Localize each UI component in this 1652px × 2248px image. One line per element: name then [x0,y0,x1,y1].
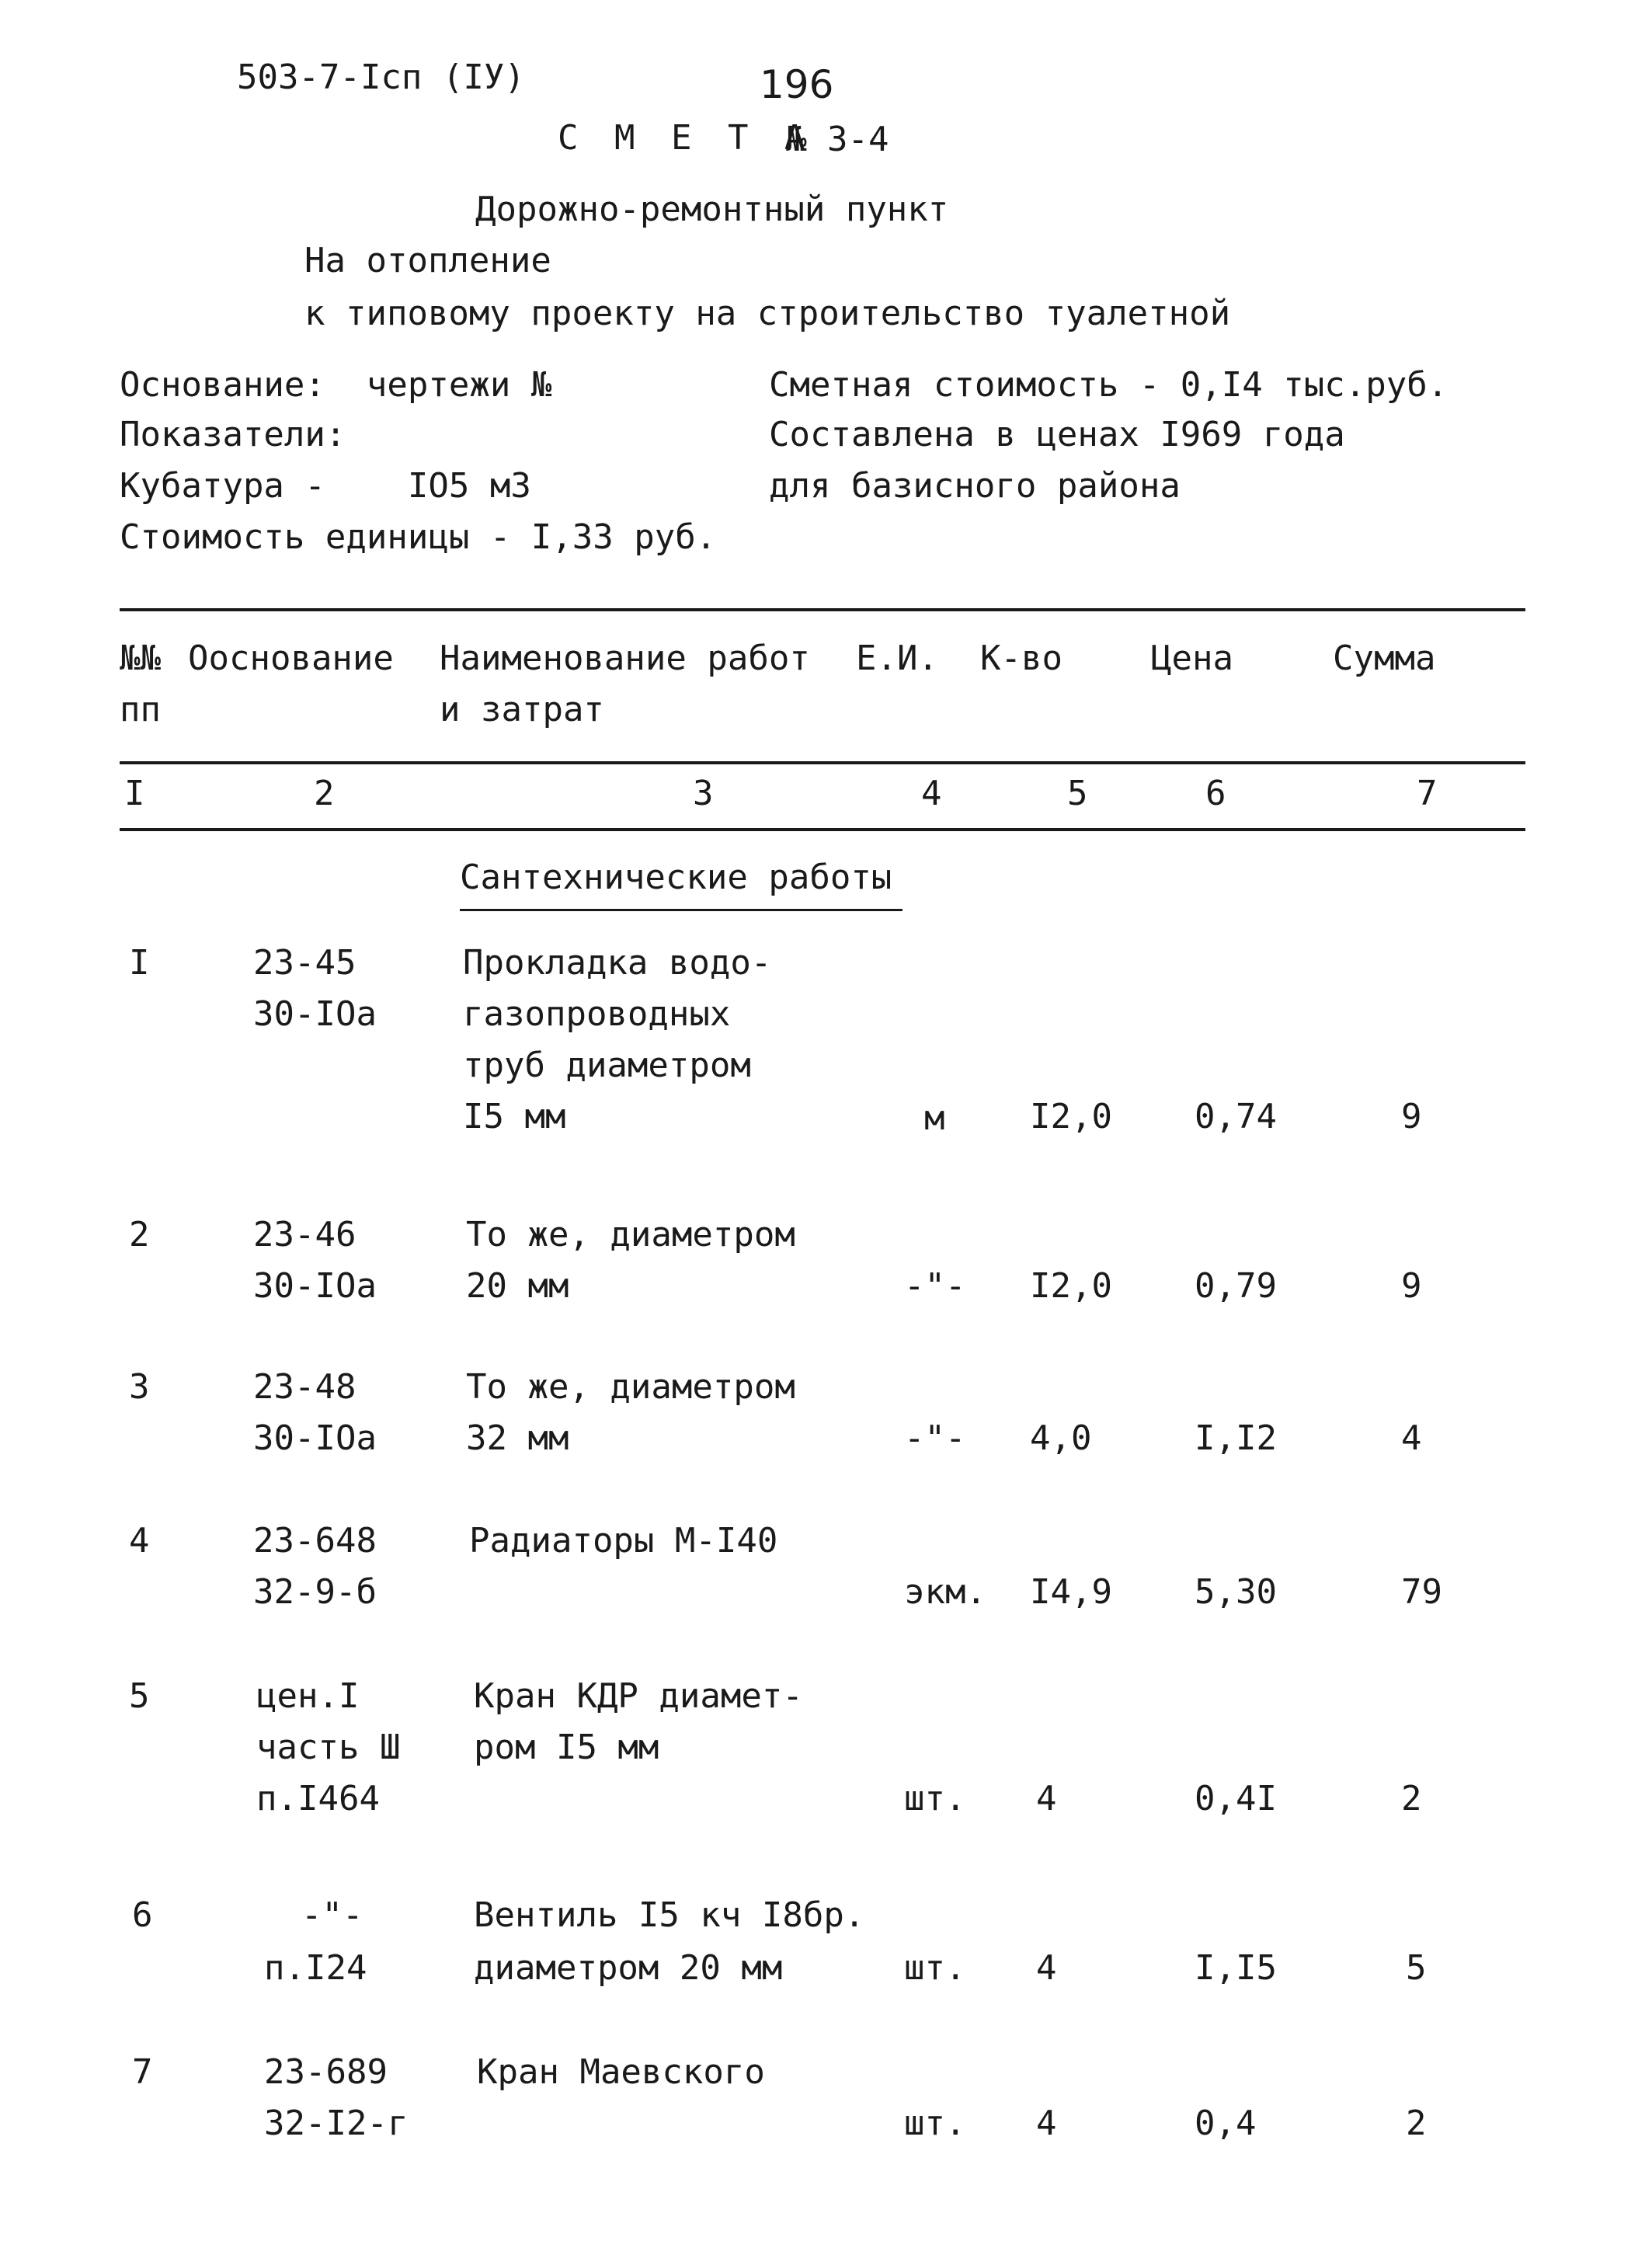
row-qty: I2,0 [1030,1266,1112,1306]
row-sum: 2 [1406,2104,1427,2143]
row-sum: 4 [1401,1418,1422,1458]
column-number: 2 [314,774,335,813]
row-qty: 4 [1036,1948,1057,1988]
section-title-underline [460,909,903,911]
row-unit: шт. [904,1948,966,1988]
project-line: к типовому проекту на строительство туалетной [304,294,1231,333]
page-number: 196 [760,62,834,107]
row-basis-line: часть Ш [256,1728,401,1767]
row-sum: 9 [1401,1097,1422,1136]
row-basis-line: 23-648 [253,1521,377,1561]
row-number: 2 [129,1215,150,1254]
row-price: 0,4I [1195,1779,1277,1818]
row-price: 0,79 [1195,1266,1277,1306]
row-qty: 4,0 [1030,1418,1092,1458]
row-number: 3 [129,1367,150,1407]
row-name-line: труб диаметром [463,1046,751,1085]
row-sum: 5 [1406,1948,1427,1988]
row-name-line: Вентиль I5 кч I8бр. [474,1895,865,1935]
volume-line: Кубатура - IO5 м3 [120,466,531,506]
row-qty: I4,9 [1030,1572,1112,1612]
col-header-name: Наименование работ [440,639,810,678]
row-name-line: Прокладка водо- [463,943,772,983]
header-rule [120,761,1525,764]
row-basis-line: 23-48 [253,1367,356,1407]
row-name-line: Кран Маевского [477,2052,765,2092]
row-unit: -"- [904,1266,966,1306]
row-basis-line: -"- [301,1895,363,1935]
section-title: Сантехнические работы [460,858,892,897]
column-number: 6 [1205,774,1226,813]
row-price: 5,30 [1195,1572,1277,1612]
row-basis-line: 32-9-б [253,1572,377,1612]
region-line: для базисного района [769,466,1181,506]
row-unit: экм. [904,1572,986,1612]
row-qty: 4 [1036,2104,1057,2143]
row-unit: -"- [904,1418,966,1458]
row-name-line: I5 мм [463,1097,566,1136]
row-unit: шт. [904,1779,966,1818]
column-number: I [124,774,145,813]
col-header-num-sub: пп [120,690,161,729]
column-number: 5 [1067,774,1088,813]
basis-line: Основание: чертежи № [120,365,552,405]
row-price: 0,4 [1195,2104,1257,2143]
row-name-line: 32 мм [466,1418,569,1458]
column-number: 4 [921,774,942,813]
column-number: 7 [1417,774,1438,813]
col-header-basis: Ооснование [188,639,394,678]
row-sum: 79 [1401,1572,1442,1612]
row-name-line: газопроводных [463,994,731,1034]
row-basis-line: 23-46 [253,1215,356,1254]
row-basis-line: п.I24 [264,1948,367,1988]
estimate-number: № 3-4 [786,120,889,159]
row-name-line: То же, диаметром [466,1215,795,1254]
col-header-price: Цена [1151,639,1233,678]
prices-year-line: Составлена в ценах I969 года [769,415,1345,454]
row-name-line: То же, диаметром [466,1367,795,1407]
row-number: 7 [132,2052,153,2092]
table-top-rule [120,608,1525,611]
row-price: I,I2 [1195,1418,1277,1458]
estimated-cost-line: Сметная стоимость - 0,I4 тыс.руб. [769,365,1449,405]
row-number: 6 [132,1895,153,1935]
document-title: С М Е Т А [558,118,813,158]
row-number: I [129,943,150,983]
row-basis-line: цен.I [256,1676,360,1716]
row-unit: м [924,1098,945,1138]
row-name-line: ром I5 мм [474,1728,659,1767]
col-header-num: №№ [120,639,161,678]
unit-cost-line: Стоимость единицы - I,33 руб. [120,517,717,557]
row-unit: шт. [904,2104,966,2143]
row-basis-line: 30-IOa [253,1418,377,1458]
row-basis-line: 32-I2-г [264,2104,409,2143]
row-number: 4 [129,1521,150,1561]
row-name-line: 20 мм [466,1266,569,1306]
row-basis-line: 30-IOa [253,1266,377,1306]
row-name-line: диаметром 20 мм [474,1948,783,1988]
row-basis-line: 23-689 [264,2052,388,2092]
col-header-name-sub: и затрат [440,690,604,729]
row-name-line: Кран КДР диамет- [474,1676,803,1716]
document-code: 503-7-Iсп (IУ) [237,57,525,97]
col-header-unit: Е.И. [856,639,938,678]
row-price: I,I5 [1195,1948,1277,1988]
col-header-qty: К-во [980,639,1062,678]
column-numbers-rule [120,828,1525,831]
row-qty: I2,0 [1030,1097,1112,1136]
row-number: 5 [129,1676,150,1716]
row-name-line: Радиаторы М-I40 [469,1521,778,1561]
row-basis-line: 30-IOa [253,994,377,1034]
row-sum: 2 [1401,1779,1422,1818]
row-price: 0,74 [1195,1097,1277,1136]
row-basis-line: 23-45 [253,943,356,983]
row-sum: 9 [1401,1266,1422,1306]
column-number: 3 [693,774,714,813]
object-name: Дорожно-ремонтный пункт [475,190,949,229]
purpose-line: На отопление [304,241,551,280]
row-basis-line: п.I464 [256,1779,380,1818]
indicators-label: Показатели: [120,415,346,454]
row-qty: 4 [1036,1779,1057,1818]
col-header-sum: Сумма [1333,639,1436,678]
